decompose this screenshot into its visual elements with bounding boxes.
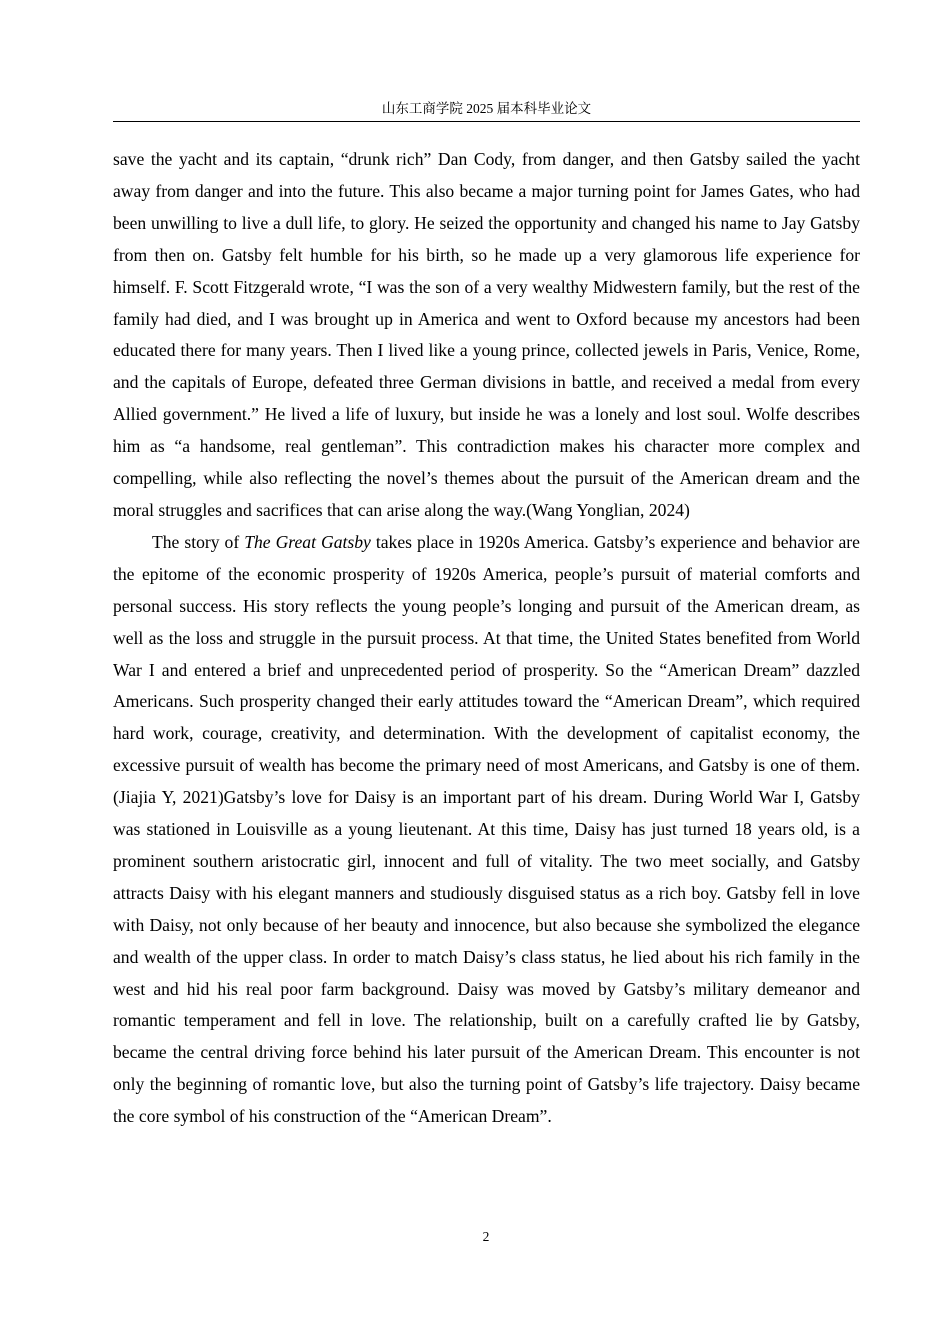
paragraph-2-text: takes place in 1920s America. Gatsby’s experience and behavior are the epitome of the economic prosperity of 1920s America, people’s pursuit of material comforts and personal success. His story reflects the young people’s longing and pursuit of the American dream, as well as the loss and struggle in the pursuit process. At that time, the United States benefited from World War I and entered a brief and unprecedented period of prosperity. So the “American Dream” dazzled Americans. Such prosperity changed their early attitudes toward the “American Dream”, which required hard work, courage, creativity, and determination. With the development of capitalist economy, the excessive pursuit of wealth has become the primary need of most Americans, and Gatsby is one of them.(Jiajia Y, 2021)Gatsby’s love for Daisy is an important part of his dream. During World War I, Gatsby was stationed in Louisville as a young lieutenant. At this time, Daisy has just turned 18 years old, is a prominent southern aristocratic girl, innocent and full of vitality. The two meet socially, and Gatsby attracts Daisy with his elegant manners and studiously disguised status as a rich boy. Gatsby fell in love with Daisy, not only because of her beauty and innocence, but also because she symbolized the elegance and wealth of the upper class. In order to match Daisy’s class status, he lied about his rich family in the west and hid his real poor farm background. Daisy was moved by Gatsby’s military demeanor and romantic temperament and fell in love. The relationship, built on a carefully crafted lie by Gatsby, became the central driving force behind his later pursuit of the American Dream. This encounter is not only the beginning of romantic love, but also the turning point of Gatsby’s life trajectory. Daisy became the core symbol of his construction of the “American Dream”.: [113, 531, 860, 1127]
page-number: 2: [482, 1229, 490, 1244]
paragraph-2-lead: The story of: [152, 531, 245, 552]
page-header: [113, 101, 860, 122]
paragraph-2: [113, 527, 860, 1133]
header-title: 山东工商学院 2025 届本科毕业论文: [381, 101, 592, 116]
body-text: [113, 144, 860, 1133]
book-title: The Great Gatsby: [244, 531, 371, 552]
paragraph-1: save the yacht and its captain, “drunk rich” Dan Cody, from danger, and then Gatsby sailed the yacht away from danger and into the future. This also became a major turning point for James Gates, who had been unwilling to live a dull life, to glory. He seized the opportunity and changed his name to Jay Gatsby from then on. Gatsby felt humble for his birth, so he made up a very glamorous life experience for himself. F. Scott Fitzgerald wrote, “I was the son of a very wealthy Midwestern family, but the rest of the family had died, and I was brought up in America and went to Oxford because my ancestors had been educated there for many years. Then I lived like a young prince, collected jewels in Paris, Venice, Rome, and the capitals of Europe, defeated three German divisions in battle, and received a medal from every Allied government.” He lived a life of luxury, but inside he was a lonely and lost soul. Wolfe describes him as “a handsome, real gentleman”. This contradiction makes his character more complex and compelling, while also reflecting the novel’s themes about the pursuit of the American dream and the moral struggles and sacrifices that can arise along the way.(Wang Yonglian, 2024): [113, 149, 860, 520]
